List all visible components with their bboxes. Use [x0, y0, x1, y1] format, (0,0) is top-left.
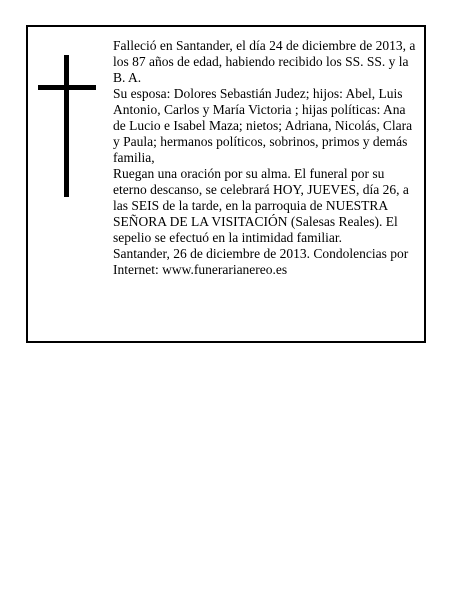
place-date-condolences-paragraph: Santander, 26 de diciembre de 2013. Condolencias por Internet: www.funerarianereo.es	[113, 246, 409, 277]
death-announcement-paragraph: Falleció en Santander, el día 24 de diciembre de 2013, a los 87 años de edad, habiendo recibido los SS. SS. y la B. A.	[113, 38, 416, 85]
family-list-paragraph: Su esposa: Dolores Sebastián Judez; hijos: Abel, Luis Antonio, Carlos y María Victoria ; hijas políticas: Ana de Lucio e Isabel Maza; nietos; Adriana, Nicolás, Clara y Paula; hermanos políticos, sobrinos, primos y demás familia,	[113, 86, 413, 165]
cross-icon	[38, 55, 96, 197]
cross-horizontal-bar	[38, 85, 96, 90]
cross-vertical-bar	[64, 55, 69, 197]
funeral-details-paragraph: Ruegan una oración por su alma. El funeral por su eterno descanso, se celebrará HOY, JUEVES, día 26, a las SEIS de la tarde, en la parroquia de NUESTRA SEÑORA DE LA VISITACIÓN (Salesas Reales). El sepelio se efectuó en la intimidad familiar.	[113, 166, 409, 245]
obituary-text	[113, 38, 421, 278]
